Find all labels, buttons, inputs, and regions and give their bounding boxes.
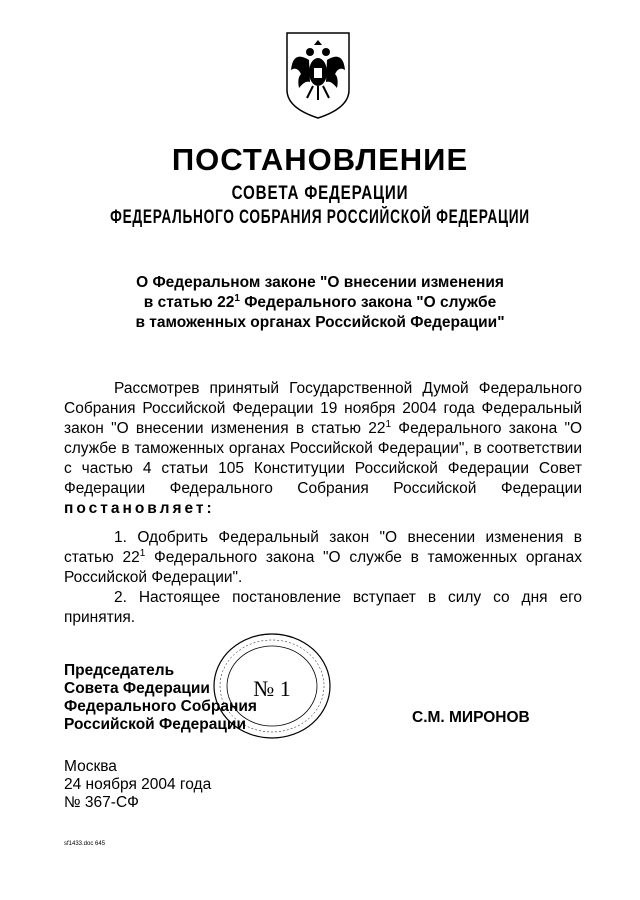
decision-item-1 bbox=[64, 528, 582, 588]
subject-line-2-text: в статью 22 bbox=[143, 294, 235, 311]
issuer-line-1: СОВЕТА ФЕДЕРАЦИИ bbox=[231, 183, 409, 204]
subject-line-2 bbox=[0, 293, 640, 313]
subject-line-1: О Федеральном законе "О внесении изменения bbox=[136, 274, 504, 291]
preamble-paragraph bbox=[64, 379, 582, 519]
document-title: ПОСТАНОВЛЕНИЕ bbox=[171, 142, 469, 177]
decision-item-1-text: 1. Одобрить Федеральный закон "О внесении изменения в статью 22 bbox=[64, 529, 582, 566]
subject-line-3: в таможенных органах Российской Федерации" bbox=[135, 314, 505, 331]
signatory-line-3: Федерального Собрания bbox=[64, 698, 257, 715]
decision-item-2: 2. Настоящее постановление вступает в силу со дня его принятия. bbox=[64, 589, 582, 626]
footer-file-ref: sf1433.doc 645 bbox=[64, 841, 106, 847]
signatory-line-1: Председатель bbox=[64, 662, 175, 679]
document-number: № 367-СФ bbox=[64, 794, 139, 811]
signatory-title bbox=[64, 662, 257, 734]
preamble-text-rest: Федерального закона "О службе в таможенных органах Российской Федерации", в соответствии с частью 4 статьи 105 Конституции Российской Федерации Совет Федерации Федерального Собрания Российской Федерации bbox=[64, 420, 583, 497]
superscript: 1 bbox=[139, 548, 146, 559]
decision-item-1-rest: Федерального закона "О службе в таможенных органах Российской Федерации". bbox=[64, 549, 582, 586]
signatory-line-4: Российской Федерации bbox=[64, 716, 246, 733]
subject-line-2-rest: Федерального закона "О службе bbox=[239, 294, 497, 311]
signatory-name: С.М. МИРОНОВ bbox=[412, 709, 530, 726]
stamp-number: № 1 bbox=[253, 676, 291, 701]
superscript: 1 bbox=[385, 419, 392, 430]
decree-word: постановляет: bbox=[64, 500, 215, 517]
double-headed-eagle-icon bbox=[283, 30, 353, 120]
coat-of-arms-emblem bbox=[283, 30, 353, 120]
signatory-line-2: Совета Федерации bbox=[64, 680, 210, 697]
issuer-line-2: ФЕДЕРАЛЬНОГО СОБРАНИЯ РОССИЙСКОЙ ФЕДЕРАЦИИ bbox=[110, 207, 530, 228]
document-subject bbox=[0, 273, 640, 333]
superscript: 1 bbox=[234, 293, 240, 304]
city: Москва bbox=[64, 758, 117, 775]
place-and-date bbox=[64, 758, 211, 812]
preamble-text: Рассмотрев принятый Государственной Думой Федерального Собрания Российской Федерации 19 ноября 2004 года Федеральный закон "О внесении изменения в статью 22 bbox=[64, 380, 582, 437]
date: 24 ноября 2004 года bbox=[64, 776, 212, 793]
decision-items bbox=[64, 528, 582, 628]
